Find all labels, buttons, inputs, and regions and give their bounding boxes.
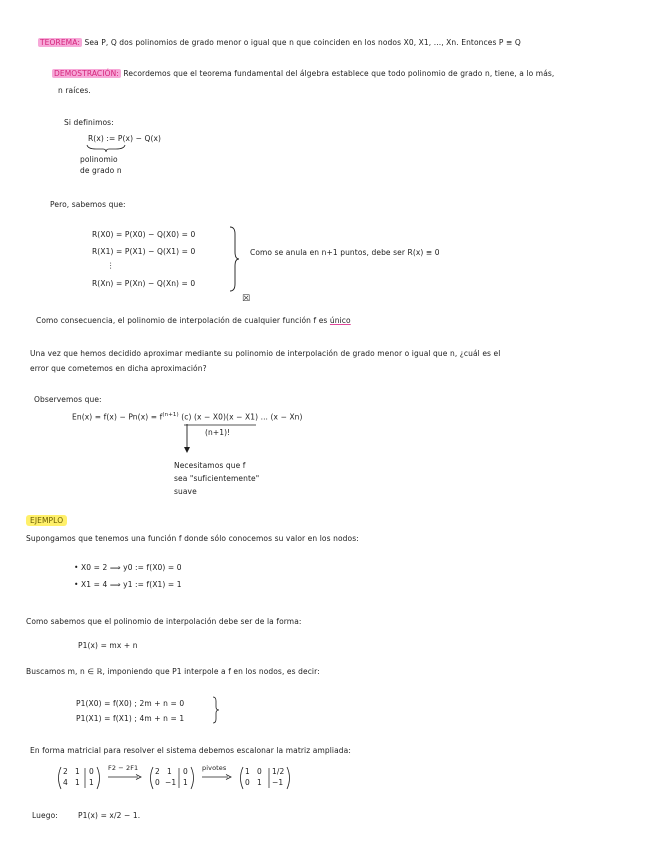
example-form-intro: Como sabemos que el polinomio de interpolación debe ser de la forma: (26, 617, 302, 626)
know-eq-0: R(X0) = P(X0) − Q(X0) = 0 (92, 230, 196, 239)
proof-text-2: n raíces. (58, 86, 91, 95)
matrix-1-r1c1: 2 (63, 767, 68, 776)
unique-word: único (329, 316, 351, 325)
matrix-3-left-paren (238, 766, 244, 790)
consequence-line (36, 316, 351, 325)
example-label: EJEMPLO (26, 515, 67, 526)
error-note-3: suave (174, 487, 197, 496)
matrix-3-r1c1: 1 (245, 767, 250, 776)
define-intro: Si definimos: (64, 118, 114, 127)
final-result: P1(x) = x/2 − 1. (78, 811, 141, 820)
proof-text-1: Recordemos que el teorema fundamental del álgebra establece que todo polinomio de grado n, tiene, a lo más, (123, 69, 555, 78)
matrix-1-r1c2: 1 (75, 767, 80, 776)
error-exp: (n+1) (162, 412, 179, 418)
proof-label: DEMOSTRACIÓN: (54, 69, 119, 78)
underbrace-icon (86, 144, 126, 152)
error-intro: Observemos que: (34, 395, 102, 404)
example-system-1: P1(X0) = f(X0) ; 2m + n = 0 (76, 699, 185, 708)
example-form: P1(x) = mx + n (78, 641, 138, 650)
matrix-2-bar (178, 768, 180, 788)
matrix-1-r2c3: 1 (89, 778, 94, 787)
right-brace-icon (228, 226, 240, 292)
matrix-2-r1c3: 0 (183, 767, 188, 776)
define-formula: R(x) := P(x) − Q(x) (88, 134, 162, 143)
consequence-text: Como consecuencia, el polinomio de interpolación de cualquier función f es (36, 316, 330, 325)
example-intro: Supongamos que tenemos una función f donde sólo conocemos su valor en los nodos: (26, 534, 359, 543)
example-node-0: • X0 = 2 ⟹ y0 := f(X0) = 0 (74, 563, 182, 572)
know-dots: ⋮ (107, 261, 115, 270)
know-intro: Pero, sabemos que: (50, 200, 126, 209)
error-note-2: sea "suficientemente" (174, 474, 260, 483)
example-matrix-intro: En forma matricial para resolver el sistema debemos escalonar la matriz ampliada: (30, 746, 351, 755)
example-node-1: • X1 = 4 ⟹ y1 := f(X1) = 1 (74, 580, 182, 589)
matrix-3-r2c2: 1 (257, 778, 262, 787)
matrix-1-r2c1: 4 (63, 778, 68, 787)
error-den: (n+1)! (205, 428, 231, 437)
example-label-wrap (26, 516, 67, 525)
down-arrow-icon (183, 424, 191, 454)
matrix-2-right-paren (190, 766, 196, 790)
matrix-2-left-paren (148, 766, 154, 790)
matrix-3-bar (268, 768, 270, 788)
know-side-note: Como se anula en n+1 puntos, debe ser R(x) ≡ 0 (250, 248, 440, 257)
error-prod: (x − X0)(x − X1) ... (x − Xn) (194, 412, 303, 422)
error-note-1: Necesitamos que f (174, 461, 246, 470)
example-search: Buscamos m, n ∈ ℝ, imponiendo que P1 interpole a f en los nodos, es decir: (26, 667, 320, 676)
matrix-2-r2c3: 1 (183, 778, 188, 787)
theorem-label: TEOREMA: (40, 38, 80, 47)
define-note-2: de grado n (80, 166, 122, 175)
proof-line-1 (52, 69, 554, 78)
matrix-3-right-paren (286, 766, 292, 790)
matrix-1-r2c2: 1 (75, 778, 80, 787)
error-num: f (159, 412, 163, 422)
row-op-2: pivotes (202, 764, 227, 772)
row-op-1: F2 − 2F1 (108, 764, 139, 772)
matrix-2-r1c1: 2 (155, 767, 160, 776)
know-eq-n: R(Xn) = P(Xn) − Q(Xn) = 0 (92, 279, 196, 288)
matrix-1-bar (84, 768, 86, 788)
matrix-3-r2c1: 0 (245, 778, 250, 787)
theorem-text: Sea P, Q dos polinomios de grado menor o igual que n que coinciden en los nodos X0, X1, ..., Xn. Entonces P ≡ Q (84, 38, 521, 47)
matrix-2-r1c2: 1 (167, 767, 172, 776)
arrow-2-icon (202, 774, 232, 780)
example-system-2: P1(X1) = f(X1) ; 4m + n = 1 (76, 714, 185, 723)
define-note-1: polinomio (80, 155, 118, 164)
matrix-3-r1c3: 1/2 (272, 767, 285, 776)
question-line-2: error que cometemos en dicha aproximación? (30, 364, 207, 373)
matrix-3-r2c3: −1 (272, 778, 284, 787)
matrix-2-r2c1: 0 (155, 778, 160, 787)
error-formula (72, 412, 303, 422)
matrix-1-left-paren (56, 766, 62, 790)
system-brace-icon (212, 696, 220, 724)
error-arg: (c) (181, 412, 192, 422)
matrix-row (56, 766, 346, 790)
arrow-1-icon (108, 774, 142, 780)
error-lhs: En(x) = f(x) − Pn(x) = (72, 412, 160, 422)
matrix-1-right-paren (96, 766, 102, 790)
matrix-2-r2c2: −1 (165, 778, 177, 787)
fraction-bar (184, 424, 256, 426)
then-label: Luego: (32, 811, 58, 820)
matrix-3-r1c2: 0 (257, 767, 262, 776)
qed-icon: ☒ (242, 294, 251, 304)
know-eq-1: R(X1) = P(X1) − Q(X1) = 0 (92, 247, 196, 256)
matrix-1-r1c3: 0 (89, 767, 94, 776)
question-line-1: Una vez que hemos decidido aproximar mediante su polinomio de interpolación de grado menor o igual que n, ¿cuál es el (30, 349, 501, 358)
theorem-line (38, 38, 521, 47)
